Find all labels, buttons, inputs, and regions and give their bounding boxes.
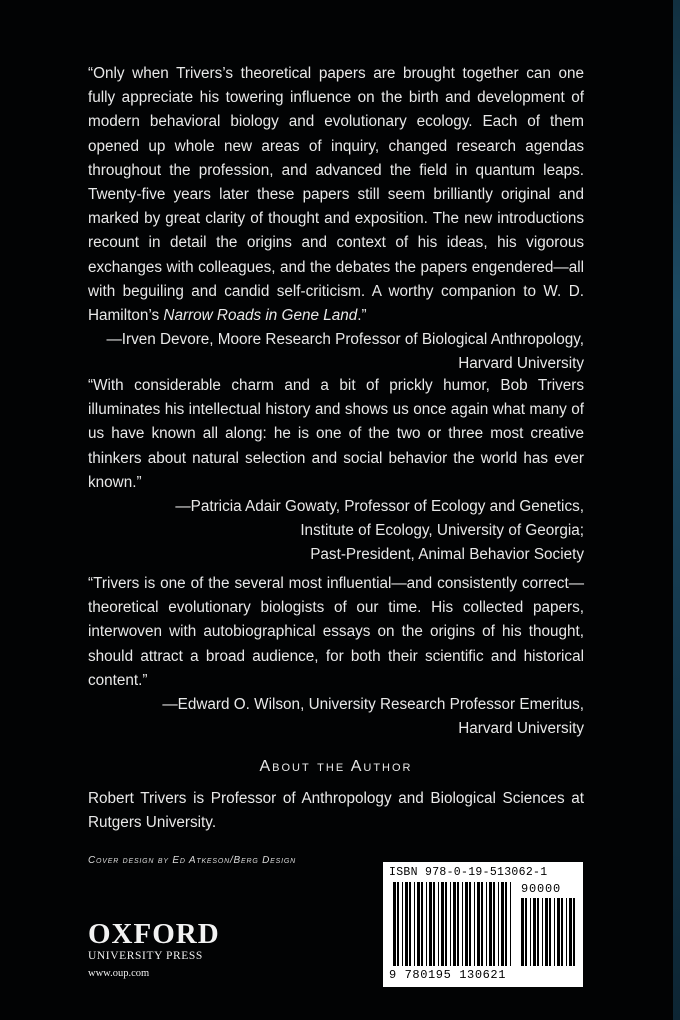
cover-edge-texture — [673, 0, 680, 1020]
cover-design-credit: Cover design by Ed Atkeson/Berg Design — [88, 855, 296, 866]
isbn-label: ISBN 978-0-19-513062-1 — [389, 866, 548, 879]
publisher-name: OXFORD — [88, 918, 220, 950]
publisher-press: UNIVERSITY PRESS — [88, 950, 203, 962]
barcode-addon-digits: 90000 — [521, 882, 562, 896]
book-title: Narrow Roads in Gene Land — [163, 307, 358, 325]
oxford-logo — [88, 920, 220, 979]
blurb-devore-attribution: —Irven Devore, Moore Research Professor of Biological Anthropology, Harvard University — [106, 331, 584, 373]
blurb-gowaty-attribution: —Patricia Adair Gowaty, Professor of Ecology and Genetics, Institute of Ecology, University of Georgia; Past-President, Animal Behavior Society — [175, 498, 584, 564]
barcode-ean-digits: 9 780195 130621 — [389, 968, 507, 982]
blurb-gowaty-text: “With considerable charm and a bit of prickly humor, Bob Trivers illuminates his intellectual history and shows us once again what many of us have known all along: he is one of the two or three most creative thinkers about natural selection and social behavior the world has ever known.” — [88, 377, 584, 491]
blurb-devore-text: “Only when Trivers’s theoretical papers are brought together can one fully appreciate his towering influence on the birth and development of modern behavioral biology and evolutionary ecology. Each of them opened up whole new areas of inquiry, changed research agendas throughout the profession, and advanced the field in quantum leaps. Twenty-five years later these papers still seem brilliantly original and marked by great clarity of thought and exposition. The new introductions recount in detail the origins and context of his ideas, his vigorous exchanges with colleagues, and the debates the papers engendered—all with beguiling and candid self-criticism. A worthy companion to W. D. Hamilton’s Narrow Roads in Gene Land.” — [88, 65, 584, 325]
blurb-devore — [88, 62, 584, 377]
about-author-body: Robert Trivers is Professor of Anthropology and Biological Sciences at Rutgers University. — [88, 790, 584, 832]
blurb-wilson-attribution: —Edward O. Wilson, University Research Professor Emeritus, Harvard University — [162, 696, 584, 738]
isbn-barcode — [383, 862, 583, 987]
blurb-gowaty — [88, 374, 584, 568]
blurb-wilson — [88, 572, 584, 741]
publisher-url: www.oup.com — [88, 968, 150, 979]
about-author-heading: About the Author — [259, 758, 413, 775]
blurb-wilson-text: “Trivers is one of the several most influential—and consistently correct—theoretical evolutionary biologists of our time. His collected papers, interwoven with autobiographical essays on the origins of his thought, should attract a broad audience, for both their scientific and historical content.” — [88, 575, 584, 689]
